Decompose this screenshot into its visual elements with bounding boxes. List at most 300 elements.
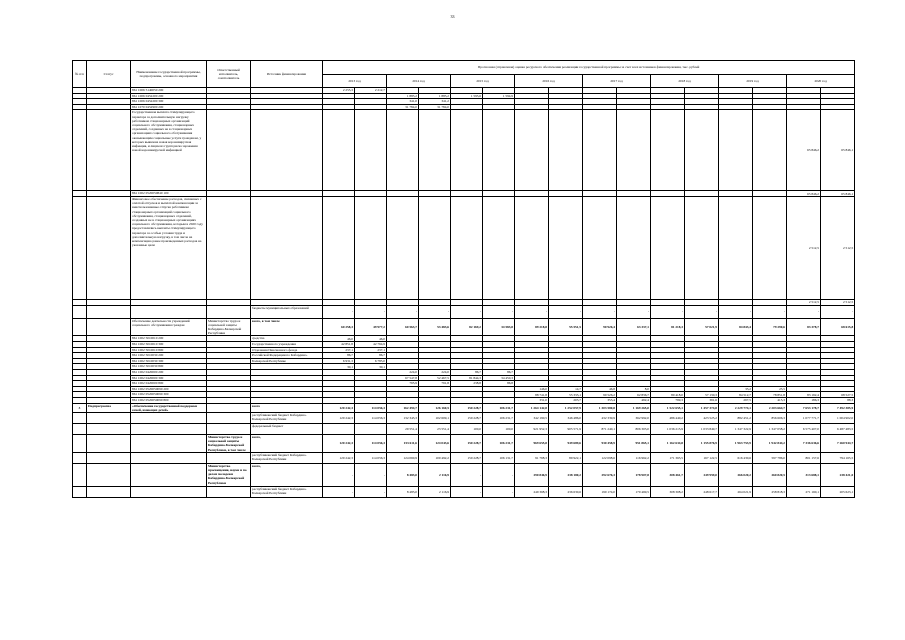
budget-table	[72, 60, 855, 498]
cell-status	[87, 423, 131, 434]
cell-value: 84 512,7	[719, 392, 753, 398]
cell-value: 120 242,3	[323, 403, 355, 412]
cell-value: -	[787, 305, 821, 318]
cell-value: -	[355, 463, 387, 486]
cell-executor	[207, 412, 251, 423]
cell-value: 132 343,3	[387, 412, 419, 423]
cell-value: 492,4	[617, 397, 651, 403]
cell-value: 90 926,4	[583, 318, 617, 336]
cell-value	[323, 196, 355, 299]
cell-name	[131, 305, 207, 318]
cell-value: -	[515, 305, 549, 318]
cell-no	[73, 486, 87, 497]
cell-value: 52 467,5	[419, 375, 451, 381]
cell-value: 1 264 142,8	[515, 403, 549, 412]
cell-value: 2 212,7	[355, 88, 387, 94]
cell-value: -	[387, 305, 419, 318]
cell-value: 2 116,9	[419, 486, 451, 497]
cell-value: -	[323, 305, 355, 318]
cell-value: 342 190,5	[515, 412, 549, 423]
cell-source: всего, в том числе	[251, 318, 323, 336]
cell-name: 861 1002 5010030 800	[131, 364, 207, 370]
cell-value: 120 242,3	[323, 434, 355, 452]
cell-value: 55 333,1	[549, 392, 583, 398]
cell-value: 65 846,1	[821, 110, 855, 191]
cell-name: 861 1002 5010010 300	[131, 341, 207, 347]
cell-value: 114 056,3	[355, 434, 387, 452]
table-row	[73, 434, 855, 452]
cell-value: 65 846,2	[787, 110, 821, 191]
cell-value: 248 617,7	[685, 486, 719, 497]
cell-value: 308 308,2	[651, 486, 685, 497]
cell-status	[87, 486, 131, 497]
cell-value: -	[753, 305, 787, 318]
cell-name: 861 1006 5140050 200	[131, 88, 207, 94]
cell-value: 1 162 634,8	[651, 434, 685, 452]
header-no: № п/п	[73, 61, 87, 88]
year-header: 2020 год	[787, 74, 855, 88]
table-row	[73, 318, 855, 336]
cell-value: 106 231,7	[483, 412, 515, 423]
cell-source: республиканский бюджет Кабардино-Балкарской Республики	[251, 452, 323, 463]
cell-value: 597 786,0	[753, 452, 787, 463]
cell-source: федеральный бюджет	[251, 423, 323, 434]
cell-value: 7 260 944,7	[821, 434, 855, 452]
cell-value: 114 056,3	[355, 403, 387, 412]
cell-no	[73, 463, 87, 486]
cell-value: 415,3	[753, 397, 787, 403]
cell-value: 60 258,3	[323, 318, 355, 336]
cell-value: 114 056,3	[355, 452, 387, 463]
header-budget: Прогнозная (справочная) оценка ресурсного обеспечения реализации государственной программы за счет всех источников финансирования, тыс. рублей	[323, 61, 855, 75]
cell-value: 238,8	[451, 381, 483, 387]
cell-value: 1 252 057,9	[549, 403, 583, 412]
cell-source: Государственного учреждения	[251, 341, 323, 347]
cell-value: 55 551,5	[549, 318, 583, 336]
cell-value: 6 783,0	[355, 358, 387, 364]
cell-value: 171 363,5	[651, 452, 685, 463]
cell-value: 432 339,9	[583, 412, 617, 423]
cell-source: всего,	[251, 463, 323, 486]
cell-value: 423 525,2	[685, 412, 719, 423]
cell-value: 81 844,3	[451, 375, 483, 381]
cell-value: -	[583, 305, 617, 318]
cell-name: 861 1002 0520050090 800	[131, 397, 207, 403]
cell-executor: Министерство труда и социальной защиты Кабардино-Балкарской Республики	[207, 318, 251, 336]
cell-source: всего,	[251, 434, 323, 452]
cell-name: 861 1002 5010010 800	[131, 347, 207, 353]
cell-value: 88,3	[821, 397, 855, 403]
cell-value: 346 486,0	[549, 412, 583, 423]
year-header: 2019 год	[719, 74, 787, 88]
cell-value: 46,0	[323, 336, 355, 342]
cell-value: -	[451, 305, 483, 318]
cell-value: 42 851,8	[323, 341, 355, 347]
cell-value: 63 337,1	[617, 318, 651, 336]
cell-executor	[207, 452, 251, 463]
cell-no	[73, 452, 87, 463]
cell-value: 238 421,0	[821, 463, 855, 486]
cell-value: 260 820,5	[753, 463, 787, 486]
cell-value	[323, 110, 355, 191]
cell-executor: Министерство труда и социальной защиты Кабардино-Балкарской Республики, в том числе	[207, 434, 251, 452]
cell-value: 57 130,3	[685, 392, 719, 398]
cell-value: -	[483, 486, 515, 497]
cell-value: 6 931,3	[323, 358, 355, 364]
cell-value	[515, 196, 549, 299]
cell-value: 921 952,3	[515, 423, 549, 434]
cell-executor	[207, 305, 251, 318]
cell-no	[73, 318, 87, 336]
cell-value: -	[483, 305, 515, 318]
cell-value: 86,7	[483, 369, 515, 375]
cell-value: -	[451, 463, 483, 486]
year-header: 2017 год	[583, 74, 651, 88]
cell-name: 861 1006 0452200 300	[131, 99, 207, 105]
cell-name: 861 1002 0420000 200	[131, 369, 207, 375]
cell-value: 308 461,7	[651, 463, 685, 486]
cell-value: 249 368,3	[515, 486, 549, 497]
cell-value: 297,5	[719, 397, 753, 403]
cell-name: 861 1002 5010030 300	[131, 358, 207, 364]
cell-value: 150 228,7	[451, 412, 483, 423]
cell-value: 8,0	[617, 386, 651, 392]
cell-value	[753, 196, 787, 299]
cell-value: -	[419, 305, 451, 318]
cell-name	[131, 463, 207, 486]
cell-value: -	[483, 463, 515, 486]
cell-value: 271 160,1	[787, 486, 821, 497]
cell-value: 30,1	[323, 364, 355, 370]
cell-no: 3	[73, 403, 87, 412]
cell-value: 86,7	[451, 369, 483, 375]
header-status: Статус	[87, 61, 131, 88]
year-header: 2014 год	[387, 74, 451, 88]
cell-value: 190 174,0	[583, 486, 617, 497]
cell-value	[549, 110, 583, 191]
cell-source	[251, 110, 323, 191]
cell-value: 1 883,2	[419, 93, 451, 99]
page-number: 33	[450, 14, 455, 19]
cell-value: 236 630,6	[549, 486, 583, 497]
table-row	[73, 486, 855, 497]
cell-name	[131, 452, 207, 463]
cell-value: 124 043,6	[419, 434, 451, 452]
table-row	[73, 463, 855, 486]
cell-value: 120 242,3	[323, 452, 355, 463]
cell-value: 341,2	[419, 99, 451, 105]
cell-value: -	[617, 305, 651, 318]
cell-value: 6 575 407,0	[787, 423, 821, 434]
cell-value	[355, 110, 387, 191]
cell-value: 1 303 580,8	[583, 403, 617, 412]
cell-value: 930 458,9	[583, 434, 617, 452]
cell-value: 49 977,2	[355, 318, 387, 336]
cell-value: 1 036 215,9	[651, 423, 685, 434]
cell-source: Российской Федерации по Кабардино-	[251, 353, 323, 359]
cell-source: республиканский бюджет Кабардино-Балкарской Республики	[251, 486, 323, 497]
cell-value: 60 563,7	[387, 318, 419, 336]
cell-value: 8 483,0	[387, 486, 419, 497]
cell-value: 42 794,9	[355, 341, 387, 347]
cell-value: 969 655,8	[515, 434, 549, 452]
cell-value: 1 593,6	[451, 93, 483, 99]
cell-value: 170 469,5	[617, 486, 651, 497]
header-executor: Ответственный исполнитель, соисполнитель	[207, 61, 251, 88]
cell-source: всего	[251, 403, 323, 412]
cell-value: 391,6	[685, 397, 719, 403]
cell-value: 14,7	[549, 386, 583, 392]
cell-value: 806 303,0	[617, 423, 651, 434]
cell-value: 81 218,3	[651, 318, 685, 336]
cell-value: 1 347 058,2	[753, 423, 787, 434]
cell-value: 7 336 636,6	[787, 434, 821, 452]
cell-value: 124 060,9	[387, 452, 419, 463]
cell-value: 65 846,2	[787, 191, 821, 197]
table-row	[73, 196, 855, 299]
cell-value	[719, 110, 753, 191]
cell-value: 33,2	[719, 386, 753, 392]
cell-value: 106 231,7	[483, 434, 515, 452]
cell-value	[483, 110, 515, 191]
cell-value: 65 846,1	[821, 191, 855, 197]
cell-status: Подпрограмма	[87, 403, 131, 412]
cell-executor	[207, 110, 251, 191]
cell-status	[87, 452, 131, 463]
cell-source	[251, 196, 323, 299]
table-row	[73, 110, 855, 191]
cell-value: 80 418,0	[651, 392, 685, 398]
cell-value	[451, 110, 483, 191]
cell-value: 205 623,1	[821, 486, 855, 497]
cell-name: Государственная выплата стимулирующего характера за дополнительную нагрузку работникам стационарных организаций социального обслуживания, стационарных отделений, созданных не в стационарных организациях социального обслуживания оказывающим социальные услуги гражданам, у которых выявлена новая коронавирусная инфекция, и лицам из групп риска заражения новой коронавирусной инфекцией	[131, 110, 207, 191]
cell-value: 34 450,3	[483, 375, 515, 381]
cell-value: 34 583,8	[483, 318, 515, 336]
cell-value	[483, 196, 515, 299]
cell-no	[73, 434, 87, 452]
table-row	[73, 423, 855, 434]
year-header: 2016 год	[515, 74, 583, 88]
cell-status	[87, 196, 131, 299]
cell-no	[73, 423, 87, 434]
table-row	[73, 412, 855, 423]
cell-value	[419, 110, 451, 191]
cell-value: 100,0	[483, 423, 515, 434]
cell-executor: Министерство просвещения, науки и по делам молодежи Кабардино-Балкарской Республики	[207, 463, 251, 486]
cell-value: 23,5	[753, 386, 787, 392]
cell-value: 62 836,7	[617, 392, 651, 398]
cell-value: 89 922,1	[549, 452, 583, 463]
cell-value: 29 551,4	[387, 423, 419, 434]
cell-source: средства	[251, 336, 323, 342]
year-header: 2018 год	[651, 74, 719, 88]
cell-value: -	[685, 305, 719, 318]
cell-value: 1 883,2	[387, 93, 419, 99]
cell-value: -	[451, 486, 483, 497]
cell-name: 861 1002 5010010 200	[131, 336, 207, 342]
cell-value: 102 609,1	[419, 412, 451, 423]
cell-value: -	[355, 486, 387, 497]
cell-value: 2 512,5	[821, 196, 855, 299]
cell-value: 150 228,7	[451, 403, 483, 412]
cell-no	[73, 305, 87, 318]
cell-value: 83 192,4	[787, 392, 821, 398]
cell-value: 313 688,1	[787, 463, 821, 486]
cell-value: 292 676,3	[583, 463, 617, 486]
cell-value	[355, 423, 387, 434]
cell-status	[87, 305, 131, 318]
cell-name: 861 1006 0452200 200	[131, 93, 207, 99]
cell-value: 150 228,7	[451, 452, 483, 463]
cell-value: 856 606,3	[753, 412, 787, 423]
cell-value: 153 611,6	[387, 434, 419, 452]
cell-value: 795,9	[387, 381, 419, 387]
cell-value: 264 021,9	[719, 486, 753, 497]
cell-executor	[207, 196, 251, 299]
cell-value: 801 157,6	[787, 452, 821, 463]
cell-value: 57 021,9	[685, 318, 719, 336]
cell-value: 2 203 664,7	[753, 403, 787, 412]
cell-value: 120 242,3	[323, 412, 355, 423]
cell-value: 23 551,4	[419, 423, 451, 434]
cell-value	[583, 196, 617, 299]
cell-value: 871 240,1	[583, 423, 617, 434]
cell-name: 861 1002 0520050090 300	[131, 392, 207, 398]
cell-status	[87, 412, 131, 423]
header-name: Наименование государственной программы, подпрограммы, основного мероприятия	[131, 61, 207, 88]
cell-value: 2 512,5	[821, 299, 855, 305]
cell-value: 88 741,8	[515, 392, 549, 398]
cell-name: 861 1002 0520050090 200	[131, 386, 207, 392]
cell-value	[451, 196, 483, 299]
cell-value: 31 784,0	[387, 104, 419, 110]
cell-value: 258 818,3	[753, 486, 787, 497]
cell-value	[323, 423, 355, 434]
cell-no	[73, 110, 87, 191]
cell-value	[685, 196, 719, 299]
cell-name: 861 1002 0520050840 100	[131, 191, 207, 197]
cell-status	[87, 463, 131, 486]
cell-value: 2 255,3	[323, 88, 355, 94]
table-row	[73, 403, 855, 412]
cell-value: 162 494,7	[387, 403, 419, 412]
cell-name: Финансовое обеспечение расходов, связанных с оплатой отпусков и выплатой компенсации за неиспользованные отпуска работникам стационарных организаций социального обслуживания, стационарных отделений, созданных не в стационарных организациях социального обслуживания, которым в 2020 году предоставлялись выплаты стимулирующего характера за особые условия труда и дополнительную нагрузку, в том числе на компенсацию ранее произведенных расходов на указанные цели	[131, 196, 207, 299]
cell-value: 114 056,3	[355, 412, 387, 423]
cell-value: -	[549, 305, 583, 318]
cell-value: 237,1	[323, 347, 355, 353]
cell-value: 1 004 902,0	[821, 412, 855, 423]
cell-value: 1 077 771,7	[787, 412, 821, 423]
cell-no	[73, 196, 87, 299]
cell-value: 1 347 322,9	[719, 423, 753, 434]
cell-value: 126 160,5	[419, 403, 451, 412]
cell-source: бюджеты муниципальных образований	[251, 305, 323, 318]
cell-value: 224,0	[419, 369, 451, 375]
cell-value: 86,8	[483, 381, 515, 387]
cell-value: 86,7	[323, 353, 355, 359]
cell-value: 949 689,6	[549, 434, 583, 452]
cell-value: 237,1	[355, 347, 387, 353]
cell-name: 861 1002 0420000 300	[131, 375, 207, 381]
cell-name	[131, 434, 207, 452]
cell-value: 6 487 483,5	[821, 423, 855, 434]
cell-value: 46,8	[583, 386, 617, 392]
cell-value: 2 512,5	[787, 299, 821, 305]
cell-value	[719, 196, 753, 299]
cell-value: 1 594,9	[483, 93, 515, 99]
cell-value: 224,0	[387, 369, 419, 375]
cell-value: 951 865,1	[617, 434, 651, 452]
cell-value: 82 169,2	[451, 318, 483, 336]
cell-value: 84 843,4	[719, 318, 753, 336]
cell-value: 1 522 655,1	[651, 403, 685, 412]
cell-value: 83 378,7	[787, 318, 821, 336]
cell-value	[583, 110, 617, 191]
cell-value	[355, 196, 387, 299]
cell-value	[651, 196, 685, 299]
cell-value	[515, 110, 549, 191]
cell-value: 67 547,8	[387, 375, 419, 381]
cell-value: 1 169 265,0	[617, 403, 651, 412]
cell-value	[419, 196, 451, 299]
cell-value: 106 231,7	[483, 403, 515, 412]
cell-value: 167 122,5	[685, 452, 719, 463]
cell-source: республиканский бюджет Кабардино-Балкарской Республики	[251, 412, 323, 423]
cell-value: 1 033 849,7	[685, 423, 719, 434]
cell-name	[131, 486, 207, 497]
cell-value: 146,0	[515, 386, 549, 392]
cell-value: 794 165,5	[821, 452, 855, 463]
cell-value: 362 992,0	[617, 412, 651, 423]
cell-source: Балкарской Республике	[251, 358, 323, 364]
cell-value: -	[323, 486, 355, 497]
cell-value: 106 131,7	[483, 452, 515, 463]
cell-value: 116 962,2	[617, 452, 651, 463]
cell-value: 178 907,8	[617, 463, 651, 486]
header-source: Источник финансирования	[251, 61, 323, 88]
cell-value: 2 512,5	[787, 196, 821, 299]
cell-value: 8 483,0	[387, 463, 419, 486]
cell-value: 290 846,9	[515, 463, 549, 486]
cell-value: 7 653 178,7	[787, 403, 821, 412]
cell-value: -	[821, 305, 855, 318]
cell-value: -	[651, 305, 685, 318]
cell-executor	[207, 403, 251, 412]
cell-value: 616 430,6	[719, 452, 753, 463]
cell-value: 905 571,9	[549, 423, 583, 434]
cell-executor	[207, 486, 251, 497]
cell-value: 353,4	[583, 397, 617, 403]
cell-value: 791,8	[419, 381, 451, 387]
cell-value: 68 527,5	[821, 392, 855, 398]
cell-value: 1 155 876,9	[685, 434, 719, 452]
cell-value: 882 451,2	[719, 412, 753, 423]
cell-value: -	[323, 463, 355, 486]
cell-value: 100 492,2	[419, 452, 451, 463]
cell-value: 341,0	[387, 99, 419, 105]
cell-value: 79 290,6	[753, 318, 787, 336]
cell-value: 486 440,2	[651, 412, 685, 423]
cell-no	[73, 412, 87, 423]
cell-value: 53 483,6	[419, 318, 451, 336]
cell-executor	[207, 423, 251, 434]
cell-value	[549, 196, 583, 299]
table-row	[73, 305, 855, 318]
cell-name: «Обеспечение государственной поддержки семей, имеющих детей»	[131, 403, 207, 412]
cell-name	[131, 423, 207, 434]
cell-value: 89 218,8	[515, 318, 549, 336]
cell-value: 30,1	[355, 364, 387, 370]
